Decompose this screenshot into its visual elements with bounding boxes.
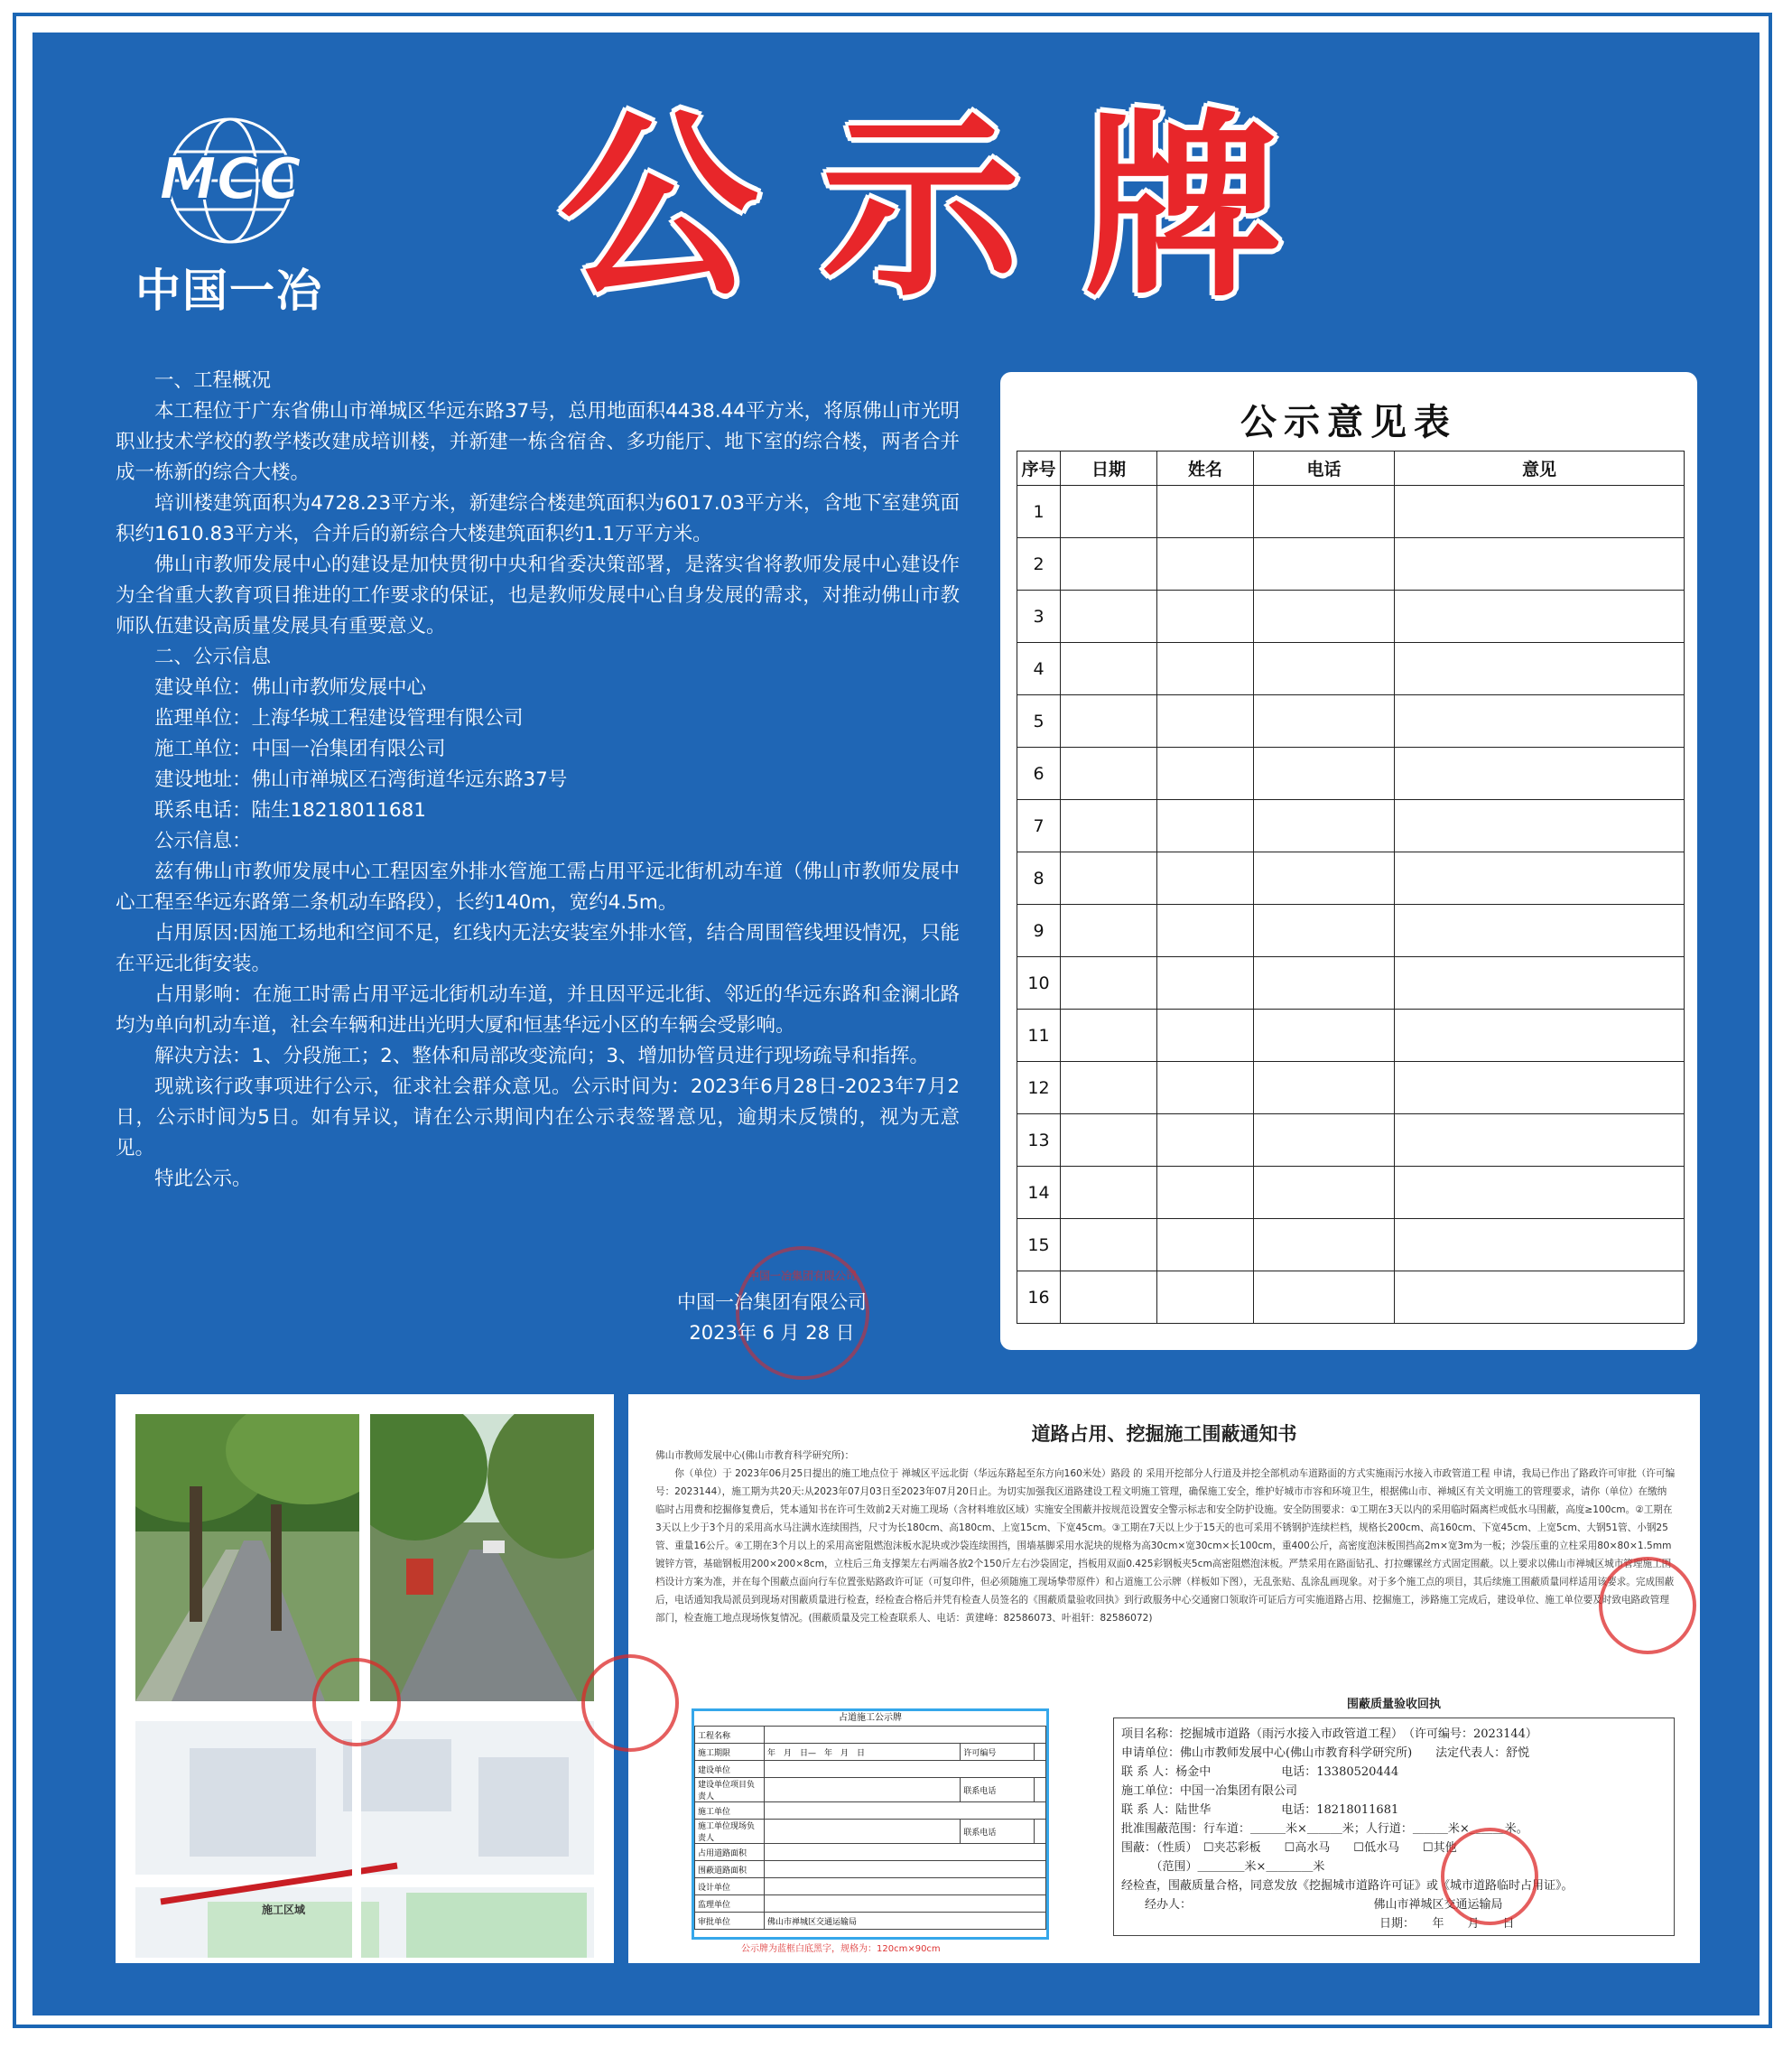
column-header: 序号 bbox=[1017, 451, 1061, 486]
opinion-cell[interactable] bbox=[1395, 591, 1685, 643]
date-cell[interactable] bbox=[1061, 643, 1157, 695]
date-cell[interactable] bbox=[1061, 748, 1157, 800]
table-row bbox=[1017, 591, 1685, 643]
table-row bbox=[1017, 695, 1685, 748]
phone-cell[interactable] bbox=[1254, 538, 1395, 591]
row-number: 14 bbox=[1017, 1167, 1061, 1219]
column-header: 意见 bbox=[1395, 451, 1685, 486]
notice-paragraph: 佛山市教师发展中心的建设是加快贯彻中央和省委决策部署，是落实省将教师发展中心建设作为全省重大教育项目推进的工作要求的保证，也是教师发展中心自身发展的需求，对推动佛山市教师队伍建设高质量发展具有重要意义。 bbox=[116, 554, 960, 638]
form2-line: 日期： 年 月 日 bbox=[1121, 1917, 1515, 1931]
notice-paragraph: 兹有佛山市教师发展中心工程因室外排水管施工需占用平远北街机动车道（佛山市教师发展中心工程至华远东路第二条机动车路段），长约140m，宽约4.5m。 bbox=[116, 861, 960, 914]
company-stamp bbox=[312, 1658, 401, 1746]
column-header: 日期 bbox=[1061, 451, 1157, 486]
signature-date: 2023年 6 月 28 日 bbox=[689, 1322, 855, 1344]
date-cell[interactable] bbox=[1061, 591, 1157, 643]
opinion-cell[interactable] bbox=[1395, 1010, 1685, 1062]
form1-label: 建设单位项目负责人 bbox=[695, 1778, 765, 1802]
row-number: 10 bbox=[1017, 957, 1061, 1010]
opinion-table bbox=[1017, 451, 1685, 1324]
table-row bbox=[1017, 1271, 1685, 1324]
notice-paragraph: 培训楼建筑面积为4728.23平方米，新建综合楼建筑面积为6017.03平方米，含地下室建筑面积约1610.83平方米，合并后的新综合大楼建筑面积约1.1万平方米。 bbox=[116, 492, 960, 545]
phone-cell[interactable] bbox=[1254, 905, 1395, 957]
name-cell[interactable] bbox=[1157, 538, 1254, 591]
name-cell[interactable] bbox=[1157, 1062, 1254, 1114]
name-cell[interactable] bbox=[1157, 957, 1254, 1010]
notice-text bbox=[116, 366, 960, 1195]
form2-line: （范围）＿＿＿＿米×＿＿＿＿米 bbox=[1121, 1860, 1325, 1874]
notice-paragraph: 建设地址：佛山市禅城区石湾街道华远东路37号 bbox=[154, 768, 568, 791]
table-row bbox=[1017, 748, 1685, 800]
opinion-cell[interactable] bbox=[1395, 486, 1685, 538]
occupation-sign-sample bbox=[692, 1708, 1049, 1940]
phone-cell[interactable] bbox=[1254, 748, 1395, 800]
notice-paragraph: 占用原因:因施工场地和空间不足，红线内无法安装室外排水管，结合周围管线埋设情况，只能在平远北街安装。 bbox=[116, 922, 960, 975]
form1-label: 审批单位 bbox=[695, 1913, 765, 1930]
form1-period: 年 月 日— 年 月 日 bbox=[765, 1744, 961, 1761]
street-photo bbox=[135, 1414, 359, 1701]
name-cell[interactable] bbox=[1157, 748, 1254, 800]
notice-paragraph: 解决方法：1、分段施工；2、整体和局部改变流向；3、增加协管员进行现场疏导和指挥。 bbox=[154, 1045, 930, 1067]
date-cell[interactable] bbox=[1061, 852, 1157, 905]
form1-approver: 佛山市禅城区交通运输局 bbox=[765, 1913, 1046, 1930]
row-number: 1 bbox=[1017, 486, 1061, 538]
row-number: 3 bbox=[1017, 591, 1061, 643]
row-number: 2 bbox=[1017, 538, 1061, 591]
form2-line: 联 系 人：陆世华 电话：18218011681 bbox=[1121, 1803, 1399, 1817]
column-header: 姓名 bbox=[1157, 451, 1254, 486]
opinion-cell[interactable] bbox=[1395, 748, 1685, 800]
name-cell[interactable] bbox=[1157, 1167, 1254, 1219]
company-stamp bbox=[581, 1654, 679, 1752]
date-cell[interactable] bbox=[1061, 800, 1157, 852]
letter-title: 道路占用、挖掘施工围蔽通知书 bbox=[1031, 1423, 1297, 1445]
date-cell[interactable] bbox=[1061, 1010, 1157, 1062]
signature bbox=[677, 1287, 867, 1348]
form2-line: 项目名称：挖掘城市道路（雨污水接入市政管道工程） （许可编号：2023144） bbox=[1121, 1727, 1537, 1741]
row-number: 11 bbox=[1017, 1010, 1061, 1062]
notice-paragraph: 特此公示。 bbox=[154, 1168, 252, 1190]
form1-label: 施工单位 bbox=[695, 1802, 765, 1820]
table-row bbox=[1017, 538, 1685, 591]
row-number: 15 bbox=[1017, 1219, 1061, 1271]
map-label: 施工区域 bbox=[262, 1904, 306, 1916]
table-row bbox=[1017, 800, 1685, 852]
form1-label: 围蔽道路面积 bbox=[695, 1861, 765, 1878]
phone-cell[interactable] bbox=[1254, 1271, 1395, 1324]
date-cell[interactable] bbox=[1061, 1167, 1157, 1219]
phone-cell[interactable] bbox=[1254, 591, 1395, 643]
inspection-receipt bbox=[1113, 1698, 1675, 1936]
table-row bbox=[1017, 957, 1685, 1010]
site-map bbox=[135, 1721, 594, 1958]
notice-paragraph: 建设单位：佛山市教师发展中心 bbox=[154, 676, 427, 699]
form2-line: 施工单位：中国一冶集团有限公司 bbox=[1121, 1784, 1298, 1798]
transport-bureau-stamp bbox=[1441, 1828, 1538, 1925]
stamp-text: 中国一冶集团有限公司 bbox=[747, 1270, 857, 1282]
signature-org: 中国一冶集团有限公司 bbox=[677, 1291, 867, 1313]
table-row bbox=[1017, 852, 1685, 905]
row-number: 12 bbox=[1017, 1062, 1061, 1114]
phone-cell[interactable] bbox=[1254, 1062, 1395, 1114]
opinion-cell[interactable] bbox=[1395, 643, 1685, 695]
page-title: 公示牌 bbox=[560, 92, 1346, 323]
name-cell[interactable] bbox=[1157, 1271, 1254, 1324]
phone-cell[interactable] bbox=[1254, 1114, 1395, 1167]
form1-label: 设计单位 bbox=[695, 1878, 765, 1895]
form2-line: 批准围蔽范围：行车道：＿＿＿米×＿＿＿米；人行道：＿＿＿米×＿＿＿米。 bbox=[1121, 1822, 1528, 1836]
notice-paragraph: 联系电话：陆生18218011681 bbox=[154, 799, 426, 822]
road-occupation-notice bbox=[628, 1394, 1700, 1963]
opinion-form-title: 公示意见表 bbox=[1240, 402, 1457, 443]
form2-title: 围蔽质量验收回执 bbox=[1346, 1698, 1441, 1711]
row-number: 5 bbox=[1017, 695, 1061, 748]
phone-cell[interactable] bbox=[1254, 1219, 1395, 1271]
form1-phone: 联系电话 bbox=[961, 1820, 1034, 1844]
phone-cell[interactable] bbox=[1254, 695, 1395, 748]
opinion-cell[interactable] bbox=[1395, 852, 1685, 905]
notice-paragraph: 监理单位：上海华城工程建设管理有限公司 bbox=[154, 707, 524, 730]
date-cell[interactable] bbox=[1061, 1219, 1157, 1271]
form1-phone: 联系电话 bbox=[961, 1778, 1034, 1802]
phone-cell[interactable] bbox=[1254, 1010, 1395, 1062]
name-cell[interactable] bbox=[1157, 695, 1254, 748]
opinion-cell[interactable] bbox=[1395, 1114, 1685, 1167]
phone-cell[interactable] bbox=[1254, 486, 1395, 538]
opinion-cell[interactable] bbox=[1395, 800, 1685, 852]
opinion-cell[interactable] bbox=[1395, 1219, 1685, 1271]
letter-body bbox=[655, 1447, 1676, 1627]
name-cell[interactable] bbox=[1157, 800, 1254, 852]
name-cell[interactable] bbox=[1157, 905, 1254, 957]
row-number: 9 bbox=[1017, 905, 1061, 957]
company-stamp bbox=[1599, 1557, 1696, 1654]
name-cell[interactable] bbox=[1157, 1219, 1254, 1271]
form1-label: 工程名称 bbox=[695, 1727, 765, 1744]
table-row bbox=[1017, 1062, 1685, 1114]
name-cell[interactable] bbox=[1157, 643, 1254, 695]
opinion-cell[interactable] bbox=[1395, 695, 1685, 748]
opinion-cell[interactable] bbox=[1395, 538, 1685, 591]
form2-line: 联 系 人：杨金中 电话：13380520444 bbox=[1121, 1765, 1399, 1779]
form1-permit: 许可编号 bbox=[961, 1744, 1034, 1761]
form2-line: 围蔽：（性质） ☐夹芯彩板 ☐高水马 ☐低水马 ☐其他 bbox=[1121, 1841, 1457, 1855]
date-cell[interactable] bbox=[1061, 905, 1157, 957]
opinion-cell[interactable] bbox=[1395, 1271, 1685, 1324]
form2-line: 申请单位：佛山市教师发展中心(佛山市教育科学研究所) 法定代表人：舒悦 bbox=[1121, 1746, 1530, 1760]
form1-label: 建设单位 bbox=[695, 1761, 765, 1778]
map-drawing bbox=[135, 1721, 594, 1958]
row-number: 6 bbox=[1017, 748, 1061, 800]
opinion-cell[interactable] bbox=[1395, 1062, 1685, 1114]
form1-title: 占道施工公示牌 bbox=[839, 1713, 902, 1723]
name-cell[interactable] bbox=[1157, 591, 1254, 643]
phone-cell[interactable] bbox=[1254, 1167, 1395, 1219]
name-cell[interactable] bbox=[1157, 486, 1254, 538]
column-header: 电话 bbox=[1254, 451, 1395, 486]
phone-cell[interactable] bbox=[1254, 852, 1395, 905]
row-number: 7 bbox=[1017, 800, 1061, 852]
phone-cell[interactable] bbox=[1254, 957, 1395, 1010]
date-cell[interactable] bbox=[1061, 1114, 1157, 1167]
date-cell[interactable] bbox=[1061, 695, 1157, 748]
date-cell[interactable] bbox=[1061, 486, 1157, 538]
form2-line: 经办人： 佛山市禅城区交通运输局 bbox=[1121, 1898, 1503, 1912]
opinion-cell[interactable] bbox=[1395, 905, 1685, 957]
date-cell[interactable] bbox=[1061, 1062, 1157, 1114]
date-cell[interactable] bbox=[1061, 1271, 1157, 1324]
name-cell[interactable] bbox=[1157, 1114, 1254, 1167]
letter-addressee: 佛山市教师发展中心(佛山市教育科学研究所)： bbox=[655, 1450, 855, 1461]
table-header-row bbox=[1017, 451, 1685, 486]
notice-paragraph: 施工单位：中国一冶集团有限公司 bbox=[154, 738, 446, 760]
table-row bbox=[1017, 1167, 1685, 1219]
notice-paragraph: 占用影响：在施工时需占用平远北街机动车道，并且因平远北街、邻近的华远东路和金澜北路均为单向机动车道，社会车辆和进出光明大厦和恒基华远小区的车辆会受影响。 bbox=[116, 983, 960, 1037]
brand-name: 中国一冶 bbox=[135, 265, 323, 317]
form1-label: 施工期限 bbox=[695, 1744, 765, 1761]
name-cell[interactable] bbox=[1157, 1010, 1254, 1062]
form1-label: 监理单位 bbox=[695, 1895, 765, 1913]
date-cell[interactable] bbox=[1061, 957, 1157, 1010]
table-row bbox=[1017, 905, 1685, 957]
phone-cell[interactable] bbox=[1254, 643, 1395, 695]
form2-line: 经检查，围蔽质量合格，同意发放《挖掘城市道路许可证》或《城市道路临时占用证》。 bbox=[1121, 1879, 1574, 1893]
form1-footnote: 公示牌为蓝框白底黑字，规格为：120cm×90cm bbox=[741, 1944, 941, 1954]
logo-letters: MCC bbox=[159, 146, 302, 213]
form1-label: 施工单位现场负责人 bbox=[695, 1820, 765, 1844]
table-row bbox=[1017, 1219, 1685, 1271]
row-number: 13 bbox=[1017, 1114, 1061, 1167]
date-cell[interactable] bbox=[1061, 538, 1157, 591]
table-row bbox=[1017, 486, 1685, 538]
opinion-form bbox=[1000, 372, 1697, 1350]
opinion-cell[interactable] bbox=[1395, 1167, 1685, 1219]
phone-cell[interactable] bbox=[1254, 800, 1395, 852]
name-cell[interactable] bbox=[1157, 852, 1254, 905]
opinion-cell[interactable] bbox=[1395, 957, 1685, 1010]
form1-label: 占用道路面积 bbox=[695, 1844, 765, 1861]
table-row bbox=[1017, 1114, 1685, 1167]
notice-paragraph: 公示信息： bbox=[154, 830, 252, 852]
row-number: 4 bbox=[1017, 643, 1061, 695]
table-row bbox=[1017, 643, 1685, 695]
row-number: 8 bbox=[1017, 852, 1061, 905]
table-row bbox=[1017, 1010, 1685, 1062]
letter-text: 你（单位）于 2023年06月25日提出的施工地点位于 禅城区平远北街（华远东路起至东方向160米处）路段 的 采用开挖部分人行道及并挖全部机动车道路面的方式实施雨污水接入市政管道工程 申请，我局已作出了路政许可审批（许可编号：2023144），施工期为共20天:从2023年07月03日至2023年07月20日止。为切实加强我区道路建设工程文明施工管理，确保施工安全，维护好城市市容和环境卫生，根据佛山市、禅城区有关文明施工的管理要求，请你（单位）在缴纳临时占用费和挖掘修复费后，凭本通知书在许可生效前2天对施工现场（含材料堆放区域）实施安全围蔽并按规范设置安全警示标志和安全防护设施。安全防围要求：①工期在3天以内的采用临时隔离栏或低水马围蔽，高度≥100cm。②工期在3天以上少于3个月的采用高水马注满水连续围挡，尺寸为长180cm、高180cm、上宽15cm、下宽45cm。③工期在7天以上少于15天的也可采用不锈钢护连续栏档，规格长200cm、高160cm、下宽45cm、上宽5cm、大钢51管、小钢25管、重量16公斤。④工期在3个月以上的采用高密阻燃泡沫板水泥块或沙袋连续围挡，围墙基脚采用水泥块的规格为高30cm×宽30cm×长100cm，重400公斤，高密度泡沫板围挡高2m×宽3m为一板；沙袋压重的立柱采用80×80×1.5mm 镀锌方管，基础钢板用200×200×8cm，立柱后三角支撑架左右两端各放2个150斤左右沙袋固定，挡板用双面0.425彩钢板夹5cm高密阻燃泡沫板。严禁采用在路面钻孔、打拉螺镙丝方式固定围蔽。以上要求以佛山市禅城区城市管理施工围档设计方案为准，并在每个围蔽点面向行车位置张贴路政许可证（可复印件，但必须随施工现场挚带原件）和占道施工公示牌（样板如下图），无乱张贴、乱涂乱画现象。对于多个施工点的项目，其后续施工围蔽质量同样适用该要求。完成围蔽后，电话通知我局派员到现场对围蔽质量进行检查，经检查合格后并凭有检查人员签名的《围蔽质量验收回执》到行政服务中心交通窗口领取许可证后方可实施道路占用、挖掘施工，涉路施工完成后，建设单位、施工单位要及时致电路政管理部门，检查施工地点现场恢复情况。(围蔽质量及完工检查联系人、电话：黄建峰：82586073、叶祖轩：82586072) bbox=[655, 1468, 1676, 1624]
site-photos-panel bbox=[116, 1394, 614, 1963]
street-photo bbox=[370, 1414, 594, 1701]
form1-table bbox=[694, 1726, 1046, 1930]
notice-paragraph: 二、公示信息 bbox=[154, 646, 272, 668]
notice-paragraph: 现就该行政事项进行公示，征求社会群众意见。公示时间为：2023年6月28日-2023年7月2日，公示时间为5日。如有异议，请在公示期间内在公示表签署意见，逾期未反馈的，视为无意见。 bbox=[116, 1075, 960, 1159]
notice-paragraph: 一、工程概况 bbox=[154, 369, 272, 392]
notice-paragraph: 本工程位于广东省佛山市禅城区华远东路37号，总用地面积4438.44平方米，将原佛山市光明职业技术学校的教学楼改建成培训楼，并新建一栋含宿舍、多功能厅、地下室的综合楼，两者合并成一栋新的综合大楼。 bbox=[116, 400, 960, 484]
row-number: 16 bbox=[1017, 1271, 1061, 1324]
